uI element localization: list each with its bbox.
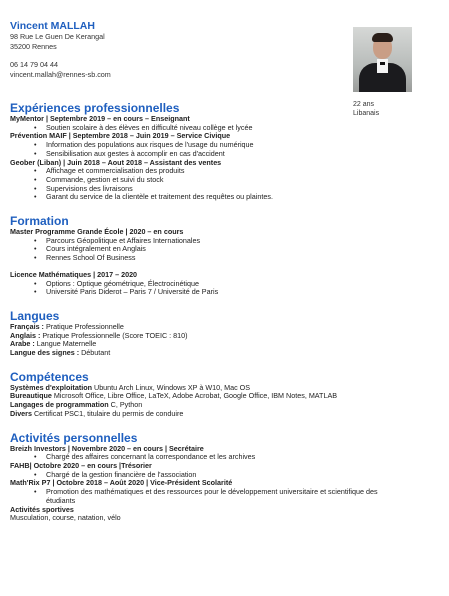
language-row: Français : Pratique Professionnelle bbox=[10, 321, 124, 331]
experience-heading: Geober (Liban) | Juin 2018 – Aout 2018 – Assistant des ventes bbox=[10, 157, 222, 167]
activity-bullet: • Chargé de la gestion financière de l'association bbox=[46, 471, 430, 480]
section-title-experience: Expériences professionnelles bbox=[10, 101, 180, 115]
skill-row: Divers Certificat PSC1, titulaire du permis de conduire bbox=[10, 408, 184, 418]
activity-heading: Math'Rix P7 | Octobre 2018 – Août 2020 | Vice-Président Scolarité bbox=[10, 478, 233, 488]
language-row: Arabe : Langue Maternelle bbox=[10, 339, 97, 349]
skill-row: Systèmes d'exploitation Ubuntu Arch Linux, Windows XP à W10, Mac OS bbox=[10, 382, 251, 392]
sports-list: Musculation, course, natation, vélo bbox=[10, 513, 121, 523]
education-bullet: • Parcours Géopolitique et Affaires Internationales bbox=[46, 237, 430, 246]
section-title-skills: Compétences bbox=[10, 369, 89, 384]
age: 22 ans bbox=[353, 101, 375, 108]
experience-bullet: • Affichage et commercialisation des produits bbox=[46, 167, 430, 176]
phone-number: 06 14 79 04 44 bbox=[10, 60, 58, 69]
address-line-2: 35200 Rennes bbox=[10, 41, 57, 51]
experience-bullet: • Information des populations aux risques de l'usage du numérique bbox=[46, 141, 430, 150]
experience-heading: MyMentor | Septembre 2019 – en cours – Enseignant bbox=[10, 114, 190, 123]
language-row: Langue des signes : Débutant bbox=[10, 348, 111, 358]
activities-list bbox=[10, 445, 430, 523]
skills-list bbox=[10, 384, 430, 419]
section-title-activities: Activités personnelles bbox=[10, 430, 138, 445]
section-title-education: Formation bbox=[10, 214, 69, 229]
activity-heading: Breizh Investors | Novembre 2020 – en cours | Secrétaire bbox=[10, 443, 204, 453]
experience-bullet: • Commande, gestion et suivi du stock bbox=[46, 176, 430, 185]
experience-bullet: • Soutien scolaire à des élèves en difficulté niveau collège et lycée bbox=[46, 124, 430, 133]
activity-bullet: • Chargé des affaires concernant la correspondance et les archives bbox=[46, 453, 430, 462]
experience-bullet: • Supervisions des livraisons bbox=[46, 185, 430, 194]
education-bullet: • Université Paris Diderot – Paris 7 / Université de Paris bbox=[46, 288, 430, 297]
language-row: Anglais : Pratique Professionnelle (Score TOEIC : 810) bbox=[10, 330, 188, 340]
education-heading: Master Programme Grande École | 2020 – en cours bbox=[10, 227, 184, 237]
education-list bbox=[10, 228, 430, 297]
experience-bullet: • Sensibilisation aux gestes à accomplir en cas d'accident bbox=[46, 150, 430, 159]
education-bullet: • Options : Optique géométrique, Électrocinétique bbox=[46, 280, 430, 289]
skill-row: Bureautique Microsoft Office, Libre Office, LaTeX, Adobe Acrobat, Google Office, IBM Notes, MATLAB bbox=[10, 391, 338, 401]
candidate-name: Vincent MALLAH bbox=[10, 20, 95, 32]
activity-heading: FAHB| Octobre 2020 – en cours |Trésorier bbox=[10, 460, 152, 470]
activity-bullet: • Promotion des mathématiques et des ressources pour le développement universitaire et scientifique des étudiants bbox=[46, 488, 390, 505]
email-address: vincent.mallah@rennes-sb.com bbox=[10, 69, 111, 79]
section-title-languages: Langues bbox=[10, 308, 60, 323]
education-bullet: • Cours intégralement en Anglais bbox=[46, 245, 430, 254]
experience-bullet: • Garant du service de la clientèle et traitement des requêtes ou plaintes. bbox=[46, 193, 430, 202]
education-heading: Licence Mathématiques | 2017 – 2020 bbox=[10, 269, 138, 279]
languages-list bbox=[10, 323, 430, 358]
nationality: Libanais bbox=[353, 109, 380, 117]
address-line-1: 98 Rue Le Guen De Kerangal bbox=[10, 32, 105, 41]
experience-heading: Prévention MAIF | Septembre 2018 – Juin 2019 – Service Civique bbox=[10, 131, 231, 141]
cv-document bbox=[10, 20, 430, 523]
skill-row: Langages de programmation C, Python bbox=[10, 400, 143, 410]
education-bullet: • Rennes School Of Business bbox=[46, 254, 430, 263]
sports-heading: Activités sportives bbox=[10, 504, 74, 514]
experience-list bbox=[10, 115, 430, 202]
